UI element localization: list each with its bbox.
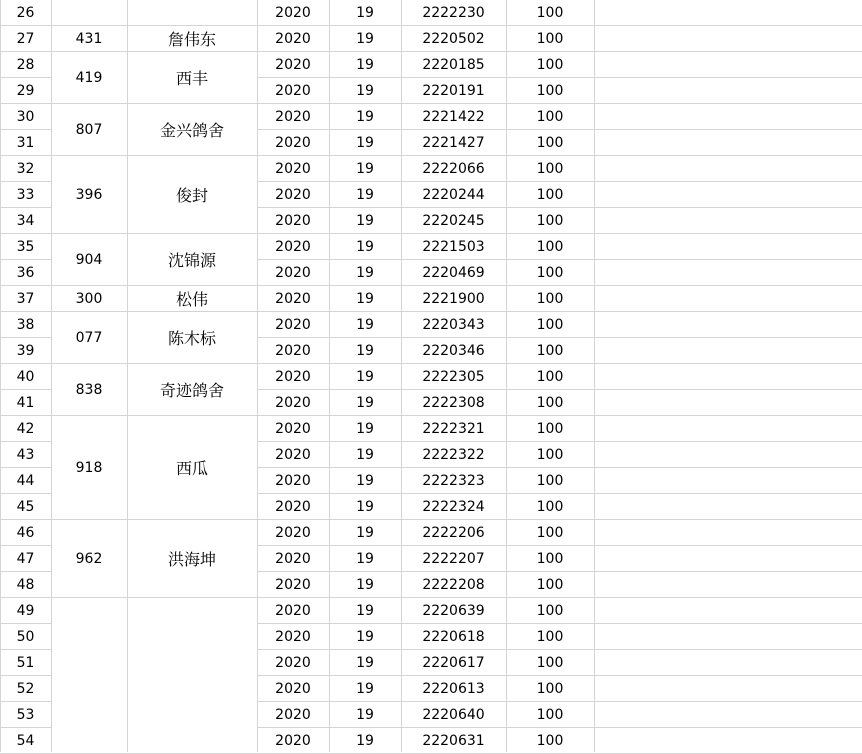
owner-name-cell[interactable]: [127, 0, 257, 25]
score-cell[interactable]: 100: [536, 706, 564, 723]
ring-number-cell[interactable]: 2220346: [422, 342, 485, 359]
age-cell[interactable]: 19: [356, 498, 374, 515]
ring-number-cell[interactable]: 2220469: [422, 264, 485, 281]
empty-cell[interactable]: [594, 468, 862, 493]
score-cell[interactable]: 100: [536, 108, 564, 125]
year-cell[interactable]: 2020: [275, 264, 311, 281]
empty-cell[interactable]: [594, 26, 862, 51]
score-cell[interactable]: 100: [536, 498, 564, 515]
ring-number-cell[interactable]: 2222323: [422, 472, 485, 489]
score-cell[interactable]: 100: [536, 602, 564, 619]
empty-cell[interactable]: [594, 494, 862, 519]
score-cell[interactable]: 100: [536, 160, 564, 177]
row-number[interactable]: 47: [16, 550, 35, 567]
ring-number-cell[interactable]: 2221427: [422, 134, 485, 151]
age-cell[interactable]: 19: [356, 264, 374, 281]
year-cell[interactable]: 2020: [275, 576, 311, 593]
age-cell[interactable]: 19: [356, 524, 374, 541]
empty-cell[interactable]: [594, 572, 862, 597]
ring-number-cell[interactable]: 2222321: [422, 420, 485, 437]
ring-number-cell[interactable]: 2222207: [422, 550, 485, 567]
empty-cell[interactable]: [594, 364, 862, 389]
row-number[interactable]: 42: [16, 420, 35, 437]
row-number[interactable]: 48: [16, 576, 35, 593]
empty-cell[interactable]: [594, 546, 862, 571]
owner-code-cell[interactable]: 300: [75, 290, 103, 307]
empty-cell[interactable]: [594, 78, 862, 103]
score-cell[interactable]: 100: [536, 264, 564, 281]
year-cell[interactable]: 2020: [275, 134, 311, 151]
age-cell[interactable]: 19: [356, 238, 374, 255]
row-number[interactable]: 26: [16, 4, 35, 21]
year-cell[interactable]: 2020: [275, 550, 311, 567]
row-number[interactable]: 53: [16, 706, 35, 723]
row-number[interactable]: 54: [16, 732, 35, 749]
age-cell[interactable]: 19: [356, 342, 374, 359]
year-cell[interactable]: 2020: [275, 160, 311, 177]
owner-name-cell[interactable]: 奇迹鸽舍: [159, 381, 224, 400]
year-cell[interactable]: 2020: [275, 706, 311, 723]
row-number[interactable]: 39: [16, 342, 35, 359]
year-cell[interactable]: 2020: [275, 108, 311, 125]
age-cell[interactable]: 19: [356, 186, 374, 203]
empty-cell[interactable]: [594, 624, 862, 649]
row-number[interactable]: 33: [16, 186, 35, 203]
owner-code-cell[interactable]: 807: [75, 121, 103, 138]
row-number[interactable]: 27: [16, 30, 35, 47]
score-cell[interactable]: 100: [536, 290, 564, 307]
age-cell[interactable]: 19: [356, 82, 374, 99]
score-cell[interactable]: 100: [536, 186, 564, 203]
empty-cell[interactable]: [594, 728, 862, 753]
score-cell[interactable]: 100: [536, 472, 564, 489]
row-number[interactable]: 31: [16, 134, 35, 151]
score-cell[interactable]: 100: [536, 628, 564, 645]
owner-name-cell[interactable]: 俊封: [175, 186, 208, 205]
owner-code-cell[interactable]: [51, 598, 127, 753]
owner-name-cell[interactable]: 洪海坤: [167, 550, 216, 569]
year-cell[interactable]: 2020: [275, 30, 311, 47]
age-cell[interactable]: 19: [356, 576, 374, 593]
owner-code-cell[interactable]: 419: [75, 69, 103, 86]
empty-cell[interactable]: [594, 650, 862, 675]
ring-number-cell[interactable]: 2222305: [422, 368, 485, 385]
score-cell[interactable]: 100: [536, 654, 564, 671]
row-number[interactable]: 41: [16, 394, 35, 411]
owner-code-cell[interactable]: 431: [75, 30, 103, 47]
score-cell[interactable]: 100: [536, 212, 564, 229]
ring-number-cell[interactable]: 2220640: [422, 706, 485, 723]
owner-name-cell[interactable]: 西丰: [175, 69, 208, 88]
empty-cell[interactable]: [594, 156, 862, 181]
ring-number-cell[interactable]: 2222206: [422, 524, 485, 541]
row-number[interactable]: 50: [16, 628, 35, 645]
row-number[interactable]: 44: [16, 472, 35, 489]
empty-cell[interactable]: [594, 286, 862, 311]
year-cell[interactable]: 2020: [275, 316, 311, 333]
owner-name-cell[interactable]: 陈木标: [167, 329, 216, 348]
age-cell[interactable]: 19: [356, 316, 374, 333]
year-cell[interactable]: 2020: [275, 394, 311, 411]
owner-name-cell[interactable]: 西瓜: [175, 459, 208, 478]
score-cell[interactable]: 100: [536, 446, 564, 463]
year-cell[interactable]: 2020: [275, 186, 311, 203]
ring-number-cell[interactable]: 2222322: [422, 446, 485, 463]
row-number[interactable]: 40: [16, 368, 35, 385]
empty-cell[interactable]: [594, 312, 862, 337]
ring-number-cell[interactable]: 2221422: [422, 108, 485, 125]
year-cell[interactable]: 2020: [275, 4, 311, 21]
owner-code-cell[interactable]: 838: [75, 381, 103, 398]
age-cell[interactable]: 19: [356, 368, 374, 385]
score-cell[interactable]: 100: [536, 30, 564, 47]
empty-cell[interactable]: [594, 702, 862, 727]
row-number[interactable]: 30: [16, 108, 35, 125]
age-cell[interactable]: 19: [356, 160, 374, 177]
owner-name-cell[interactable]: 金兴鸽舍: [159, 121, 224, 140]
row-number[interactable]: 32: [16, 160, 35, 177]
owner-code-cell[interactable]: 962: [75, 550, 103, 567]
score-cell[interactable]: 100: [536, 524, 564, 541]
year-cell[interactable]: 2020: [275, 342, 311, 359]
row-number[interactable]: 52: [16, 680, 35, 697]
ring-number-cell[interactable]: 2220244: [422, 186, 485, 203]
ring-number-cell[interactable]: 2222066: [422, 160, 485, 177]
age-cell[interactable]: 19: [356, 602, 374, 619]
ring-number-cell[interactable]: 2220245: [422, 212, 485, 229]
empty-cell[interactable]: [594, 338, 862, 363]
row-number[interactable]: 49: [16, 602, 35, 619]
age-cell[interactable]: 19: [356, 654, 374, 671]
row-number[interactable]: 28: [16, 56, 35, 73]
empty-cell[interactable]: [594, 390, 862, 415]
age-cell[interactable]: 19: [356, 290, 374, 307]
year-cell[interactable]: 2020: [275, 420, 311, 437]
ring-number-cell[interactable]: 2222230: [422, 4, 485, 21]
ring-number-cell[interactable]: 2221900: [422, 290, 485, 307]
year-cell[interactable]: 2020: [275, 602, 311, 619]
ring-number-cell[interactable]: 2220631: [422, 732, 485, 749]
age-cell[interactable]: 19: [356, 134, 374, 151]
empty-cell[interactable]: [594, 234, 862, 259]
score-cell[interactable]: 100: [536, 576, 564, 593]
empty-cell[interactable]: [594, 130, 862, 155]
row-number[interactable]: 36: [16, 264, 35, 281]
row-number[interactable]: 35: [16, 238, 35, 255]
empty-cell[interactable]: [594, 104, 862, 129]
year-cell[interactable]: 2020: [275, 680, 311, 697]
empty-cell[interactable]: [594, 52, 862, 77]
age-cell[interactable]: 19: [356, 30, 374, 47]
year-cell[interactable]: 2020: [275, 368, 311, 385]
empty-cell[interactable]: [594, 260, 862, 285]
ring-number-cell[interactable]: 2220639: [422, 602, 485, 619]
age-cell[interactable]: 19: [356, 4, 374, 21]
age-cell[interactable]: 19: [356, 706, 374, 723]
row-number[interactable]: 43: [16, 446, 35, 463]
owner-code-cell[interactable]: 904: [75, 251, 103, 268]
ring-number-cell[interactable]: 2220617: [422, 654, 485, 671]
owner-code-cell[interactable]: 077: [75, 329, 103, 346]
ring-number-cell[interactable]: 2220613: [422, 680, 485, 697]
year-cell[interactable]: 2020: [275, 82, 311, 99]
year-cell[interactable]: 2020: [275, 238, 311, 255]
row-number[interactable]: 51: [16, 654, 35, 671]
year-cell[interactable]: 2020: [275, 212, 311, 229]
empty-cell[interactable]: [594, 416, 862, 441]
ring-number-cell[interactable]: 2221503: [422, 238, 485, 255]
row-number[interactable]: 34: [16, 212, 35, 229]
empty-cell[interactable]: [594, 442, 862, 467]
owner-name-cell[interactable]: 松伟: [175, 290, 208, 309]
year-cell[interactable]: 2020: [275, 446, 311, 463]
age-cell[interactable]: 19: [356, 394, 374, 411]
owner-code-cell[interactable]: 918: [75, 459, 103, 476]
owner-name-cell[interactable]: [127, 598, 257, 753]
score-cell[interactable]: 100: [536, 394, 564, 411]
year-cell[interactable]: 2020: [275, 732, 311, 749]
score-cell[interactable]: 100: [536, 342, 564, 359]
row-number[interactable]: 45: [16, 498, 35, 515]
year-cell[interactable]: 2020: [275, 628, 311, 645]
score-cell[interactable]: 100: [536, 238, 564, 255]
ring-number-cell[interactable]: 2222324: [422, 498, 485, 515]
year-cell[interactable]: 2020: [275, 498, 311, 515]
ring-number-cell[interactable]: 2220343: [422, 316, 485, 333]
score-cell[interactable]: 100: [536, 56, 564, 73]
ring-number-cell[interactable]: 2220618: [422, 628, 485, 645]
year-cell[interactable]: 2020: [275, 290, 311, 307]
score-cell[interactable]: 100: [536, 316, 564, 333]
age-cell[interactable]: 19: [356, 446, 374, 463]
year-cell[interactable]: 2020: [275, 524, 311, 541]
empty-cell[interactable]: [594, 0, 862, 25]
empty-cell[interactable]: [594, 520, 862, 545]
ring-number-cell[interactable]: 2222208: [422, 576, 485, 593]
year-cell[interactable]: 2020: [275, 472, 311, 489]
row-number[interactable]: 37: [16, 290, 35, 307]
ring-number-cell[interactable]: 2220502: [422, 30, 485, 47]
row-number[interactable]: 46: [16, 524, 35, 541]
score-cell[interactable]: 100: [536, 680, 564, 697]
age-cell[interactable]: 19: [356, 628, 374, 645]
age-cell[interactable]: 19: [356, 212, 374, 229]
age-cell[interactable]: 19: [356, 56, 374, 73]
score-cell[interactable]: 100: [536, 420, 564, 437]
age-cell[interactable]: 19: [356, 420, 374, 437]
row-number[interactable]: 38: [16, 316, 35, 333]
year-cell[interactable]: 2020: [275, 56, 311, 73]
ring-number-cell[interactable]: 2222308: [422, 394, 485, 411]
age-cell[interactable]: 19: [356, 680, 374, 697]
empty-cell[interactable]: [594, 208, 862, 233]
year-cell[interactable]: 2020: [275, 654, 311, 671]
owner-code-cell[interactable]: [51, 0, 127, 25]
score-cell[interactable]: 100: [536, 4, 564, 21]
age-cell[interactable]: 19: [356, 550, 374, 567]
row-number[interactable]: 29: [16, 82, 35, 99]
score-cell[interactable]: 100: [536, 368, 564, 385]
empty-cell[interactable]: [594, 598, 862, 623]
score-cell[interactable]: 100: [536, 550, 564, 567]
ring-number-cell[interactable]: 2220191: [422, 82, 485, 99]
empty-cell[interactable]: [594, 676, 862, 701]
score-cell[interactable]: 100: [536, 134, 564, 151]
age-cell[interactable]: 19: [356, 732, 374, 749]
age-cell[interactable]: 19: [356, 108, 374, 125]
empty-cell[interactable]: [594, 182, 862, 207]
score-cell[interactable]: 100: [536, 82, 564, 99]
age-cell[interactable]: 19: [356, 472, 374, 489]
owner-name-cell[interactable]: 沈锦源: [167, 251, 216, 270]
score-cell[interactable]: 100: [536, 732, 564, 749]
owner-code-cell[interactable]: 396: [75, 186, 103, 203]
ring-number-cell[interactable]: 2220185: [422, 56, 485, 73]
owner-name-cell[interactable]: 詹伟东: [167, 30, 216, 49]
